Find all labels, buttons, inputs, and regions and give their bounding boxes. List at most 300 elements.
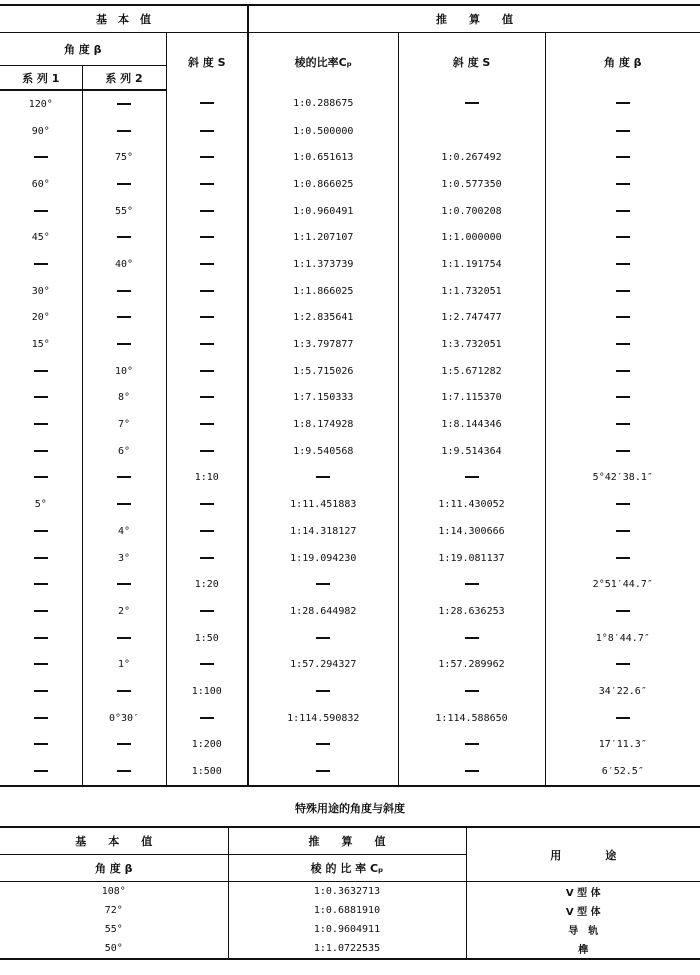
dash-mark xyxy=(200,530,214,532)
slope-cell xyxy=(166,331,248,358)
cp-ratio-cell: 1:2.835641 xyxy=(248,305,398,332)
derived-angle-cell xyxy=(545,278,700,305)
series2-header: 系 列 2 xyxy=(82,66,166,91)
slope-cell xyxy=(166,171,248,198)
dash-mark xyxy=(34,583,48,585)
special-usage-rows xyxy=(0,882,700,960)
special-angle-cell: 72° xyxy=(0,901,228,920)
special-table-title: 特殊用途的角度与斜度 xyxy=(295,802,405,815)
dash-mark xyxy=(117,503,131,505)
dash-mark xyxy=(34,717,48,719)
dash-mark xyxy=(200,210,214,212)
derived-angle-cell xyxy=(545,224,700,251)
dash-mark xyxy=(34,210,48,212)
dash-mark xyxy=(616,290,630,292)
dash-mark xyxy=(34,423,48,425)
series2-cell: 55° xyxy=(82,198,166,225)
derived-angle-cell xyxy=(545,545,700,572)
series2-cell xyxy=(82,758,166,786)
series2-cell xyxy=(82,305,166,332)
derived-angle-cell xyxy=(545,198,700,225)
special-cp-cell: 1:0.3632713 xyxy=(228,882,466,902)
table-row xyxy=(0,598,700,625)
dash-mark xyxy=(117,343,131,345)
dash-mark xyxy=(200,610,214,612)
slope-cell xyxy=(166,491,248,518)
dash-mark xyxy=(117,637,131,639)
slope-cell xyxy=(166,251,248,278)
dash-mark xyxy=(200,450,214,452)
derived-slope-cell: 1:14.300666 xyxy=(398,518,545,545)
dash-mark xyxy=(616,370,630,372)
table-row xyxy=(0,491,700,518)
derived-slope-cell: 1:28.636253 xyxy=(398,598,545,625)
series1-cell xyxy=(0,678,82,705)
table-row xyxy=(0,465,700,492)
series1-cell xyxy=(0,545,82,572)
series2-cell xyxy=(82,90,166,118)
dash-mark xyxy=(34,743,48,745)
derived-angle-cell xyxy=(545,251,700,278)
table-row xyxy=(0,678,700,705)
dash-mark xyxy=(117,770,131,772)
derived-angle-cell xyxy=(545,305,700,332)
series1-cell: 5° xyxy=(0,491,82,518)
dash-mark xyxy=(34,476,48,478)
series2-cell xyxy=(82,171,166,198)
dash-mark xyxy=(616,130,630,132)
table-row xyxy=(0,920,700,939)
cp-ratio-cell: 1:1.866025 xyxy=(248,278,398,305)
series2-cell: 4° xyxy=(82,518,166,545)
derived-angle-cell: 34′22.6″ xyxy=(598,685,647,697)
cp-ratio-cell: 1:57.294327 xyxy=(248,651,398,678)
dash-mark xyxy=(200,290,214,292)
series2-cell: 75° xyxy=(82,144,166,171)
dash-mark xyxy=(117,316,131,318)
dash-mark xyxy=(616,210,630,212)
dash-mark xyxy=(117,236,131,238)
cp-ratio-cell xyxy=(248,625,398,652)
derived-angle-cell xyxy=(545,438,700,465)
dash-mark xyxy=(34,396,48,398)
dash-mark xyxy=(200,343,214,345)
dash-mark xyxy=(465,102,479,104)
dash-mark xyxy=(200,102,214,104)
slope-cell: 1:500 xyxy=(166,758,248,786)
dash-mark xyxy=(616,717,630,719)
derived-angle-cell: 17′11.3″ xyxy=(598,739,647,751)
dash-mark xyxy=(34,663,48,665)
dash-mark xyxy=(117,743,131,745)
angle-slope-rows xyxy=(0,90,700,786)
dash-mark xyxy=(117,103,131,105)
dash-mark xyxy=(465,476,479,478)
table-row xyxy=(0,939,700,959)
dash-mark xyxy=(616,102,630,104)
dash-mark xyxy=(34,450,48,452)
table-row xyxy=(0,438,700,465)
table-row xyxy=(0,358,700,385)
series1-cell: 120° xyxy=(0,90,82,118)
derived-slope-cell: 1:0.267492 xyxy=(398,144,545,171)
dash-mark xyxy=(616,263,630,265)
series2-cell xyxy=(82,732,166,759)
cp-ratio-cell xyxy=(248,732,398,759)
derived-angle-cell xyxy=(545,705,700,732)
dash-mark xyxy=(616,236,630,238)
dash-mark xyxy=(465,637,479,639)
series2-cell xyxy=(82,678,166,705)
derived-slope-cell xyxy=(398,465,545,492)
table-row xyxy=(0,901,700,920)
derived-angle-cell xyxy=(545,411,700,438)
dash-mark xyxy=(117,583,131,585)
special-usage-cell: 榫 xyxy=(466,939,700,959)
series1-cell xyxy=(0,732,82,759)
dash-mark xyxy=(200,316,214,318)
dash-mark xyxy=(117,690,131,692)
cp-ratio-cell: 1:7.150333 xyxy=(248,385,398,412)
derived-angle-cell: 2°51′44.7″ xyxy=(592,579,653,591)
derived-slope-cell xyxy=(398,732,545,759)
series2-cell: 10° xyxy=(82,358,166,385)
series2-cell: 40° xyxy=(82,251,166,278)
dash-mark xyxy=(200,423,214,425)
series2-cell: 6° xyxy=(82,438,166,465)
series1-cell xyxy=(0,625,82,652)
dash-mark xyxy=(200,156,214,158)
series1-cell xyxy=(0,465,82,492)
dash-mark xyxy=(616,663,630,665)
table-row xyxy=(0,90,700,118)
series1-cell xyxy=(0,571,82,598)
table-row xyxy=(0,518,700,545)
table-row xyxy=(0,732,700,759)
table-row xyxy=(0,385,700,412)
dash-mark xyxy=(34,530,48,532)
series2-cell xyxy=(82,465,166,492)
special-angle-cell: 55° xyxy=(0,920,228,939)
derived-slope-cell: 1:3.732051 xyxy=(398,331,545,358)
special-usage-cell: V 型 体 xyxy=(565,888,601,899)
dash-mark xyxy=(200,503,214,505)
dash-mark xyxy=(465,743,479,745)
series2-cell xyxy=(82,625,166,652)
derived-slope-cell xyxy=(398,118,545,145)
derived-angle-cell xyxy=(545,358,700,385)
derived-slope-cell: 1:0.700208 xyxy=(398,198,545,225)
slope-cell: 1:20 xyxy=(166,571,248,598)
cp-ratio-cell xyxy=(248,758,398,786)
slope-cell: 1:200 xyxy=(166,732,248,759)
derived-slope-cell: 1:1.732051 xyxy=(398,278,545,305)
derived-slope-cell xyxy=(398,625,545,652)
table-row xyxy=(0,198,700,225)
cp-ratio-header: 棱的比率Cₚ xyxy=(248,33,398,91)
dash-mark xyxy=(117,183,131,185)
cp-ratio-cell: 1:14.318127 xyxy=(248,518,398,545)
dash-mark xyxy=(616,557,630,559)
dash-mark xyxy=(316,476,330,478)
series2-cell: 3° xyxy=(82,545,166,572)
dash-mark xyxy=(34,557,48,559)
dash-mark xyxy=(117,290,131,292)
series1-header: 系 列 1 xyxy=(0,66,82,91)
slope-cell xyxy=(166,224,248,251)
derived-slope-cell: 1:8.144346 xyxy=(398,411,545,438)
cp-ratio-cell: 1:0.651613 xyxy=(248,144,398,171)
derived-slope-cell: 1:7.115370 xyxy=(398,385,545,412)
table-row xyxy=(0,251,700,278)
table-row xyxy=(0,545,700,572)
derived-angle-cell xyxy=(545,518,700,545)
dash-mark xyxy=(200,370,214,372)
cp-ratio-cell: 1:5.715026 xyxy=(248,358,398,385)
slope-cell xyxy=(166,358,248,385)
dash-mark xyxy=(34,263,48,265)
dash-mark xyxy=(465,583,479,585)
series2-cell: 1° xyxy=(82,651,166,678)
derived-value-header: 推 算 值 xyxy=(248,5,700,33)
dash-mark xyxy=(34,610,48,612)
derived-slope-cell: 1:19.081137 xyxy=(398,545,545,572)
derived-slope-cell: 1:9.514364 xyxy=(398,438,545,465)
special-usage-cell: 导 轨 xyxy=(568,926,599,937)
derived-slope-cell xyxy=(398,758,545,786)
slope-cell xyxy=(166,438,248,465)
table-row xyxy=(0,331,700,358)
series1-cell: 15° xyxy=(0,331,82,358)
series2-cell xyxy=(82,571,166,598)
special-angle-cell: 108° xyxy=(0,882,228,902)
dash-mark xyxy=(316,690,330,692)
cp-ratio-cell xyxy=(248,571,398,598)
cp-ratio-cell: 1:1.207107 xyxy=(248,224,398,251)
table-row xyxy=(0,651,700,678)
dash-mark xyxy=(616,423,630,425)
series1-cell xyxy=(0,598,82,625)
derived-angle-cell: 1°8′44.7″ xyxy=(595,632,650,644)
cp-ratio-cell: 1:0.288675 xyxy=(248,90,398,118)
derived-slope-header: 斜 度 S xyxy=(398,33,545,91)
dash-mark xyxy=(316,770,330,772)
series2-cell xyxy=(82,331,166,358)
special-usage-header: 用 途 xyxy=(466,827,700,882)
special-cp-cell: 1:0.9604911 xyxy=(228,920,466,939)
dash-mark xyxy=(117,476,131,478)
special-angle-cell: 50° xyxy=(0,939,228,959)
series1-cell xyxy=(0,251,82,278)
derived-angle-cell xyxy=(545,118,700,145)
series1-cell: 90° xyxy=(0,118,82,145)
derived-slope-cell: 1:1.000000 xyxy=(398,224,545,251)
derived-angle-cell xyxy=(545,385,700,412)
dash-mark xyxy=(200,396,214,398)
series1-cell xyxy=(0,411,82,438)
special-cp-ratio-header: 棱 的 比 率 Cₚ xyxy=(228,855,466,882)
dash-mark xyxy=(34,690,48,692)
basic-value-header: 基 本 值 xyxy=(0,5,248,33)
slope-cell xyxy=(166,411,248,438)
series2-cell xyxy=(82,491,166,518)
dash-mark xyxy=(200,717,214,719)
slope-cell xyxy=(166,198,248,225)
table-row xyxy=(0,571,700,598)
series2-cell xyxy=(82,118,166,145)
slope-cell xyxy=(166,90,248,118)
series1-cell: 20° xyxy=(0,305,82,332)
dash-mark xyxy=(117,130,131,132)
dash-mark xyxy=(616,610,630,612)
slope-cell xyxy=(166,598,248,625)
dash-mark xyxy=(616,316,630,318)
dash-mark xyxy=(200,183,214,185)
derived-slope-cell: 1:5.671282 xyxy=(398,358,545,385)
table-row xyxy=(0,278,700,305)
slope-cell xyxy=(166,144,248,171)
series1-cell xyxy=(0,358,82,385)
table-row xyxy=(0,144,700,171)
table-row xyxy=(0,705,700,732)
cp-ratio-cell xyxy=(248,678,398,705)
dash-mark xyxy=(465,770,479,772)
special-basic-value-header: 基 本 值 xyxy=(0,827,228,855)
cp-ratio-cell: 1:8.174928 xyxy=(248,411,398,438)
series1-cell: 60° xyxy=(0,171,82,198)
special-derived-value-header: 推 算 值 xyxy=(228,827,466,855)
series2-cell: 7° xyxy=(82,411,166,438)
dash-mark xyxy=(34,770,48,772)
slope-cell xyxy=(166,118,248,145)
slope-cell xyxy=(166,651,248,678)
series2-cell xyxy=(82,278,166,305)
dash-mark xyxy=(200,130,214,132)
derived-slope-cell: 1:11.430052 xyxy=(398,491,545,518)
special-angle-beta-header: 角 度 β xyxy=(0,855,228,882)
table-row xyxy=(0,305,700,332)
dash-mark xyxy=(616,343,630,345)
cp-ratio-cell: 1:1.373739 xyxy=(248,251,398,278)
series1-cell xyxy=(0,518,82,545)
cp-ratio-cell: 1:3.797877 xyxy=(248,331,398,358)
dash-mark xyxy=(200,557,214,559)
angle-beta-header: 角 度 β xyxy=(0,33,166,66)
dash-mark xyxy=(316,637,330,639)
table-row xyxy=(0,411,700,438)
cp-ratio-cell: 1:11.451883 xyxy=(248,491,398,518)
cp-ratio-cell: 1:9.540568 xyxy=(248,438,398,465)
derived-angle-cell: 6′52.5″ xyxy=(545,758,700,786)
dash-mark xyxy=(465,690,479,692)
derived-angle-cell xyxy=(545,171,700,198)
dash-mark xyxy=(616,503,630,505)
slope-cell xyxy=(166,305,248,332)
derived-angle-cell xyxy=(545,144,700,171)
cp-ratio-cell: 1:0.866025 xyxy=(248,171,398,198)
dash-mark xyxy=(34,370,48,372)
series1-cell xyxy=(0,385,82,412)
dash-mark xyxy=(616,396,630,398)
derived-angle-cell xyxy=(545,90,700,118)
derived-angle-cell xyxy=(545,651,700,678)
series2-cell: 8° xyxy=(82,385,166,412)
slope-cell: 1:10 xyxy=(166,465,248,492)
series1-cell xyxy=(0,705,82,732)
derived-angle-header: 角 度 β xyxy=(604,55,642,69)
cp-ratio-cell: 1:19.094230 xyxy=(248,545,398,572)
dash-mark xyxy=(200,263,214,265)
dash-mark xyxy=(616,156,630,158)
angle-slope-table xyxy=(0,4,700,787)
slope-cell: 1:50 xyxy=(166,625,248,652)
series1-cell xyxy=(0,758,82,786)
special-usage-cell: V 型 体 xyxy=(565,907,601,918)
derived-slope-cell xyxy=(398,90,545,118)
table-row xyxy=(0,882,700,902)
dash-mark xyxy=(34,637,48,639)
dash-mark xyxy=(200,663,214,665)
slope-s-header: 斜 度 S xyxy=(166,33,248,91)
cp-ratio-cell: 1:0.500000 xyxy=(248,118,398,145)
series1-cell xyxy=(0,651,82,678)
dash-mark xyxy=(616,183,630,185)
cp-ratio-cell xyxy=(248,465,398,492)
derived-slope-cell: 1:0.577350 xyxy=(398,171,545,198)
series1-cell xyxy=(0,198,82,225)
dash-mark xyxy=(616,530,630,532)
slope-cell xyxy=(166,705,248,732)
cp-ratio-cell: 1:28.644982 xyxy=(248,598,398,625)
dash-mark xyxy=(316,743,330,745)
series2-cell: 0°30′ xyxy=(82,705,166,732)
special-usage-table xyxy=(0,826,700,960)
dash-mark xyxy=(34,156,48,158)
derived-angle-cell xyxy=(545,331,700,358)
derived-angle-cell xyxy=(545,598,700,625)
table-row xyxy=(0,171,700,198)
slope-cell xyxy=(166,385,248,412)
slope-cell xyxy=(166,278,248,305)
derived-angle-cell xyxy=(545,491,700,518)
dash-mark xyxy=(616,450,630,452)
series2-cell xyxy=(82,224,166,251)
series1-cell: 30° xyxy=(0,278,82,305)
derived-slope-cell: 1:2.747477 xyxy=(398,305,545,332)
table-row xyxy=(0,118,700,145)
derived-slope-cell: 1:1.191754 xyxy=(398,251,545,278)
derived-slope-cell: 1:57.289962 xyxy=(398,651,545,678)
derived-slope-cell xyxy=(398,678,545,705)
dash-mark xyxy=(200,236,214,238)
special-cp-cell: 1:0.6881910 xyxy=(228,901,466,920)
series1-cell: 45° xyxy=(0,224,82,251)
derived-angle-cell: 5°42′38.1″ xyxy=(592,472,653,484)
slope-cell: 1:100 xyxy=(166,678,248,705)
dash-mark xyxy=(316,583,330,585)
series2-cell: 2° xyxy=(82,598,166,625)
cp-ratio-cell: 1:114.590832 xyxy=(248,705,398,732)
derived-slope-cell xyxy=(398,571,545,598)
table-row xyxy=(0,625,700,652)
slope-cell xyxy=(166,545,248,572)
table-row xyxy=(0,758,700,786)
slope-cell xyxy=(166,518,248,545)
special-cp-cell: 1:1.0722535 xyxy=(228,939,466,959)
table-row xyxy=(0,224,700,251)
series1-cell xyxy=(0,438,82,465)
derived-slope-cell: 1:114.588650 xyxy=(398,705,545,732)
